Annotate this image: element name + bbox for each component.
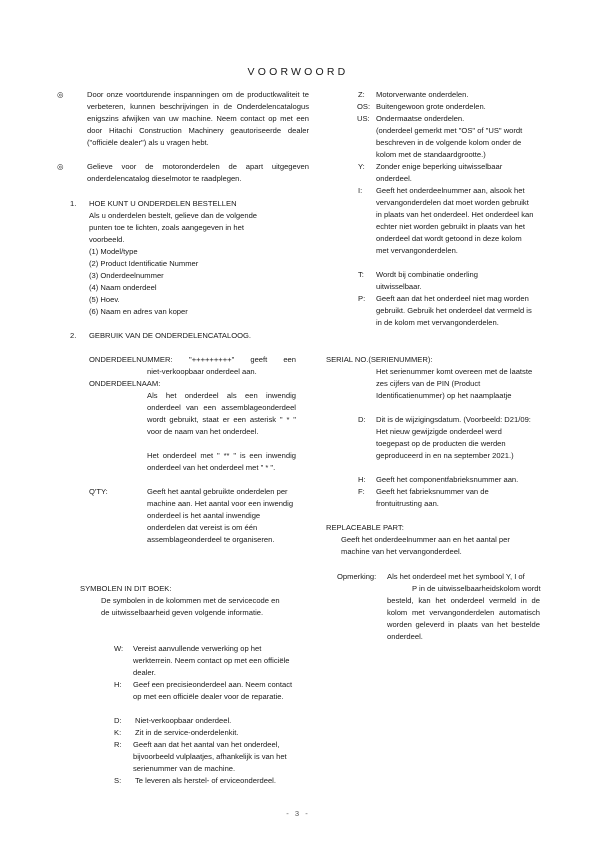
remark-line-1: Als het onderdeel met het symbool Y, I of <box>387 572 525 581</box>
part-number-text-2: niet-verkoopbaar onderdeel aan. <box>147 367 257 376</box>
qty-text: Geeft het aantal gebruikte onderdelen per machine aan. Het aantal voor een inwendig onderdeel is het aantal inwendige onderdelen dat vereist is om één assemblageonderdeel te organiseren. <box>147 487 294 544</box>
symbol-s-key: S: <box>114 776 122 785</box>
symbol-z-text: Motorverwante onderdelen. <box>376 90 469 99</box>
intro-bullet-1: ◎ <box>57 90 64 99</box>
symbol-h-text: Geef een precisieonderdeel aan. Neem contact op met een officiële dealer voor de reparatie. <box>133 680 293 701</box>
symbols-intro: De symbolen in de kolommen met de servicecode en de uitwisselbaarheid geven volgende informatie. <box>101 596 280 617</box>
remark-line-2: P in de uitwisselbaarheidskolom wordt <box>412 584 541 593</box>
symbol-os-us-note: (onderdeel gemerkt met "OS" of "US" wordt beschreven in de volgende kolom onder de kolom met de standaardgrootte.) <box>376 126 523 159</box>
symbol-d-text: Niet-verkoopbaar onderdeel. <box>135 716 232 725</box>
symbol-os-key: OS: <box>357 102 371 111</box>
symbol-d-key: D: <box>114 716 122 725</box>
part-name-label: ONDERDEELNAAM: <box>89 379 161 388</box>
intro-paragraph-2: Gelieve voor de motoronderdelen de apart uitgegeven onderdelencatalog dieselmotor te raadplegen. <box>87 162 309 183</box>
serial-h-key: H: <box>358 475 366 484</box>
page-number: - 3 - <box>286 809 310 818</box>
replaceable-heading: REPLACEABLE PART: <box>326 523 404 532</box>
symbol-p-key: P: <box>358 294 366 303</box>
part-name-paragraph-1: Als het onderdeel als een inwendig onderdeel van een assemblageonderdeel wordt gebruikt, staat er een asterisk " * " voor de naam van het onderdeel. <box>147 391 296 436</box>
section-2-number: 2. <box>70 331 77 340</box>
symbol-os-text: Buitengewoon grote onderdelen. <box>376 102 486 111</box>
part-number-label: ONDERDEELNUMMER: <box>89 355 173 364</box>
serial-d-key: D: <box>358 415 366 424</box>
symbols-heading: SYMBOLEN IN DIT BOEK: <box>80 584 172 593</box>
section-1-heading: HOE KUNT U ONDERDELEN BESTELLEN <box>89 199 237 208</box>
order-item-2: (2) Product Identificatie Nummer <box>89 259 199 268</box>
symbol-k-key: K: <box>114 728 122 737</box>
serial-heading: SERIAL NO.(SERIENUMMER): <box>326 355 433 364</box>
order-item-1: (1) Model/type <box>89 247 138 256</box>
symbol-h-key: H: <box>114 680 122 689</box>
symbol-s-text: Te leveren als herstel- of erviceonderdeel. <box>135 776 276 785</box>
part-name-paragraph-2: Het onderdeel met " ** " is een inwendig onderdeel van het onderdeel met " * ". <box>147 451 296 472</box>
serial-f-key: F: <box>358 487 365 496</box>
symbol-r-key: R: <box>114 740 122 749</box>
symbol-y-key: Y: <box>358 162 365 171</box>
section-1-number: 1. <box>70 199 77 208</box>
symbol-p-text: Geeft aan dat het onderdeel niet mag worden gebruikt. Gebruik het onderdeel dat vermeld is in de kolom met vervangonderdelen. <box>376 294 532 327</box>
order-item-6: (6) Naam en adres van koper <box>89 307 188 316</box>
symbol-i-key: I: <box>358 186 363 195</box>
order-item-5: (5) Hoev. <box>89 295 120 304</box>
section-1-text: Als u onderdelen bestelt, gelieve dan de volgende punten toe te lichten, zoals aangegeven in het voorbeeld. <box>89 211 258 244</box>
symbol-w-key: W: <box>114 644 124 653</box>
symbol-t-text: Wordt bij combinatie onderling uitwisselbaar. <box>376 270 479 291</box>
qty-label: Q'TY: <box>89 487 108 496</box>
symbol-k-text: Zit in de service-onderdelenkit. <box>135 728 239 737</box>
remark-text: besteld, kan het onderdeel vermeld in de kolom met vervangonderdelen automatisch worden geleverd in plaats van het bestelde onderdeel. <box>387 596 540 641</box>
serial-f-text: Geeft het fabrieksnummer van de frontuitrusting aan. <box>376 487 489 508</box>
symbol-z-key: Z: <box>358 90 365 99</box>
symbol-w-text: Vereist aanvullende verwerking op het werkterrein. Neem contact op met een officiële dealer. <box>133 644 290 677</box>
part-number-text: "+++++++++" geeft een <box>189 355 296 364</box>
symbol-us-key: US: <box>357 114 370 123</box>
symbol-r-text: Geeft aan dat het aantal van het onderdeel, bijvoorbeeld vulplaatjes, afhankelijk is van het serienummer van de machine. <box>133 740 287 773</box>
symbol-i-text: Geeft het onderdeelnummer aan, alsook het vervangonderdelen dat moet worden gebruikt in plaats van het onderdeel. Het onderdeel kan echter niet worden gebruikt in plaats van het onderdeel dat wordt getoond in deze kolom met vervangonderdelen. <box>376 186 534 255</box>
symbol-y-text: Zonder enige beperking uitwisselbaar onderdeel. <box>376 162 503 183</box>
remark-label: Opmerking: <box>337 572 377 581</box>
symbol-us-text: Ondermaatse onderdelen. <box>376 114 465 123</box>
serial-d-text: Dit is de wijzigingsdatum. (Voorbeeld: D21/09: Het nieuw gewijzigde onderdeel werd toegepast op de producten die werden geproduceerd in en na september 2021.) <box>376 415 531 460</box>
intro-bullet-2: ◎ <box>57 162 64 171</box>
replaceable-text: Geeft het onderdeelnummer aan en het aantal per machine van het vervangonderdeel. <box>341 535 510 556</box>
page-title: VOORWOORD <box>247 66 349 78</box>
serial-text: Het serienummer komt overeen met de laatste zes cijfers van de PIN (Product Identificatienummer) op het naamplaatje <box>376 367 533 400</box>
serial-h-text: Geeft het componentfabrieksnummer aan. <box>376 475 519 484</box>
intro-paragraph-1: Door onze voortdurende inspanningen om de productkwaliteit te verbeteren, kunnen beschrijvingen in de Onderdelencatalogus enigszins afwijken van uw machine. Neem contact op met een door Hitachi Construction Machinery geautoriseerde dealer ("officiële dealer") als u vragen hebt. <box>87 90 309 147</box>
order-item-4: (4) Naam onderdeel <box>89 283 157 292</box>
symbol-t-key: T: <box>358 270 364 279</box>
section-2-heading: GEBRUIK VAN DE ONDERDELENCATALOOG. <box>89 331 252 340</box>
order-item-3: (3) Onderdeelnummer <box>89 271 164 280</box>
